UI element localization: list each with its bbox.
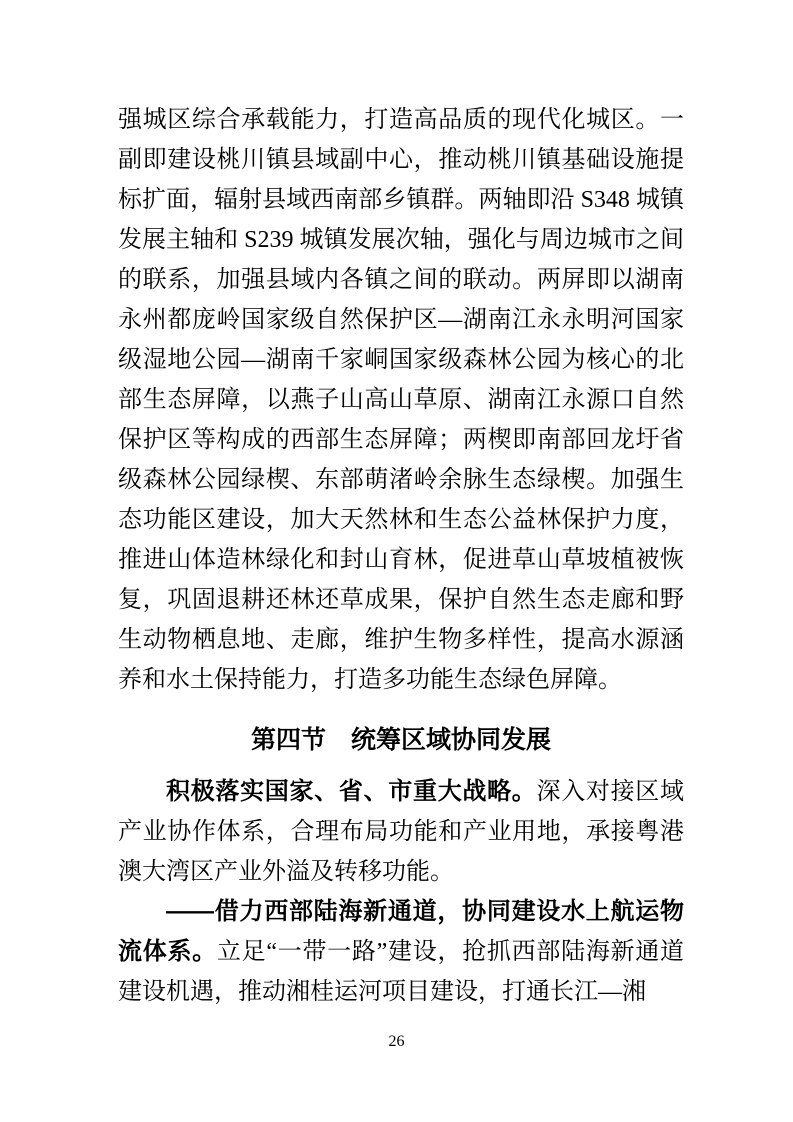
document-content [118, 100, 684, 1012]
body-paragraph [118, 772, 684, 892]
section-heading: 第四节 统筹区域协同发展 [250, 726, 551, 754]
text-run: 深入对接区域产业协作体系，合理布局功能和产业用地，承接粤港澳大湾区产业外溢及转移功能。 [118, 779, 684, 885]
bold-text-run: 积极落实国家、省、市重大战略。 [166, 778, 537, 805]
bold-text-run: ——借力西部陆海新通道，协同建设水上航运物流体系。 [118, 898, 684, 965]
body-paragraph [118, 892, 684, 1012]
body-paragraph [118, 100, 684, 700]
text-run: 立足“一带一路”建设，抢抓西部陆海新通道建设机遇，推动湘桂运河项目建设，打通长江—湘 [118, 939, 684, 1005]
page-number: 26 [388, 1033, 405, 1050]
text-run: 强城区综合承载能力，打造高品质的现代化城区。一副即建设桃川镇县域副中心，推动桃川镇基础设施提标扩面，辐射县域西南部乡镇群。两轴即沿 S348 城镇发展主轴和 S239 城镇发展次轴，强化与周边城市之间的联系，加强县域内各镇之间的联动。两屏即以湖南永州都庞岭国家级自然保护区—湖南江永永明河国家级湿地公园—湖南千家峒国家级森林公园为核心的北部生态屏障，以燕子山高山草原、湖南江永源口自然保护区等构成的西部生态屏障；两楔即南部回龙圩省级森林公园绿楔、东部萌渚岭余脉生态绿楔。加强生态功能区建设，加大天然林和生态公益林保护力度，推进山体造林绿化和封山育林，促进草山草坡植被恢复，巩固退耕还林还草成果，保护自然生态走廊和野生动物栖息地、走廊，维护生物多样性，提高水源涵养和水土保持能力，打造多功能生态绿色屏障。 [118, 107, 684, 693]
